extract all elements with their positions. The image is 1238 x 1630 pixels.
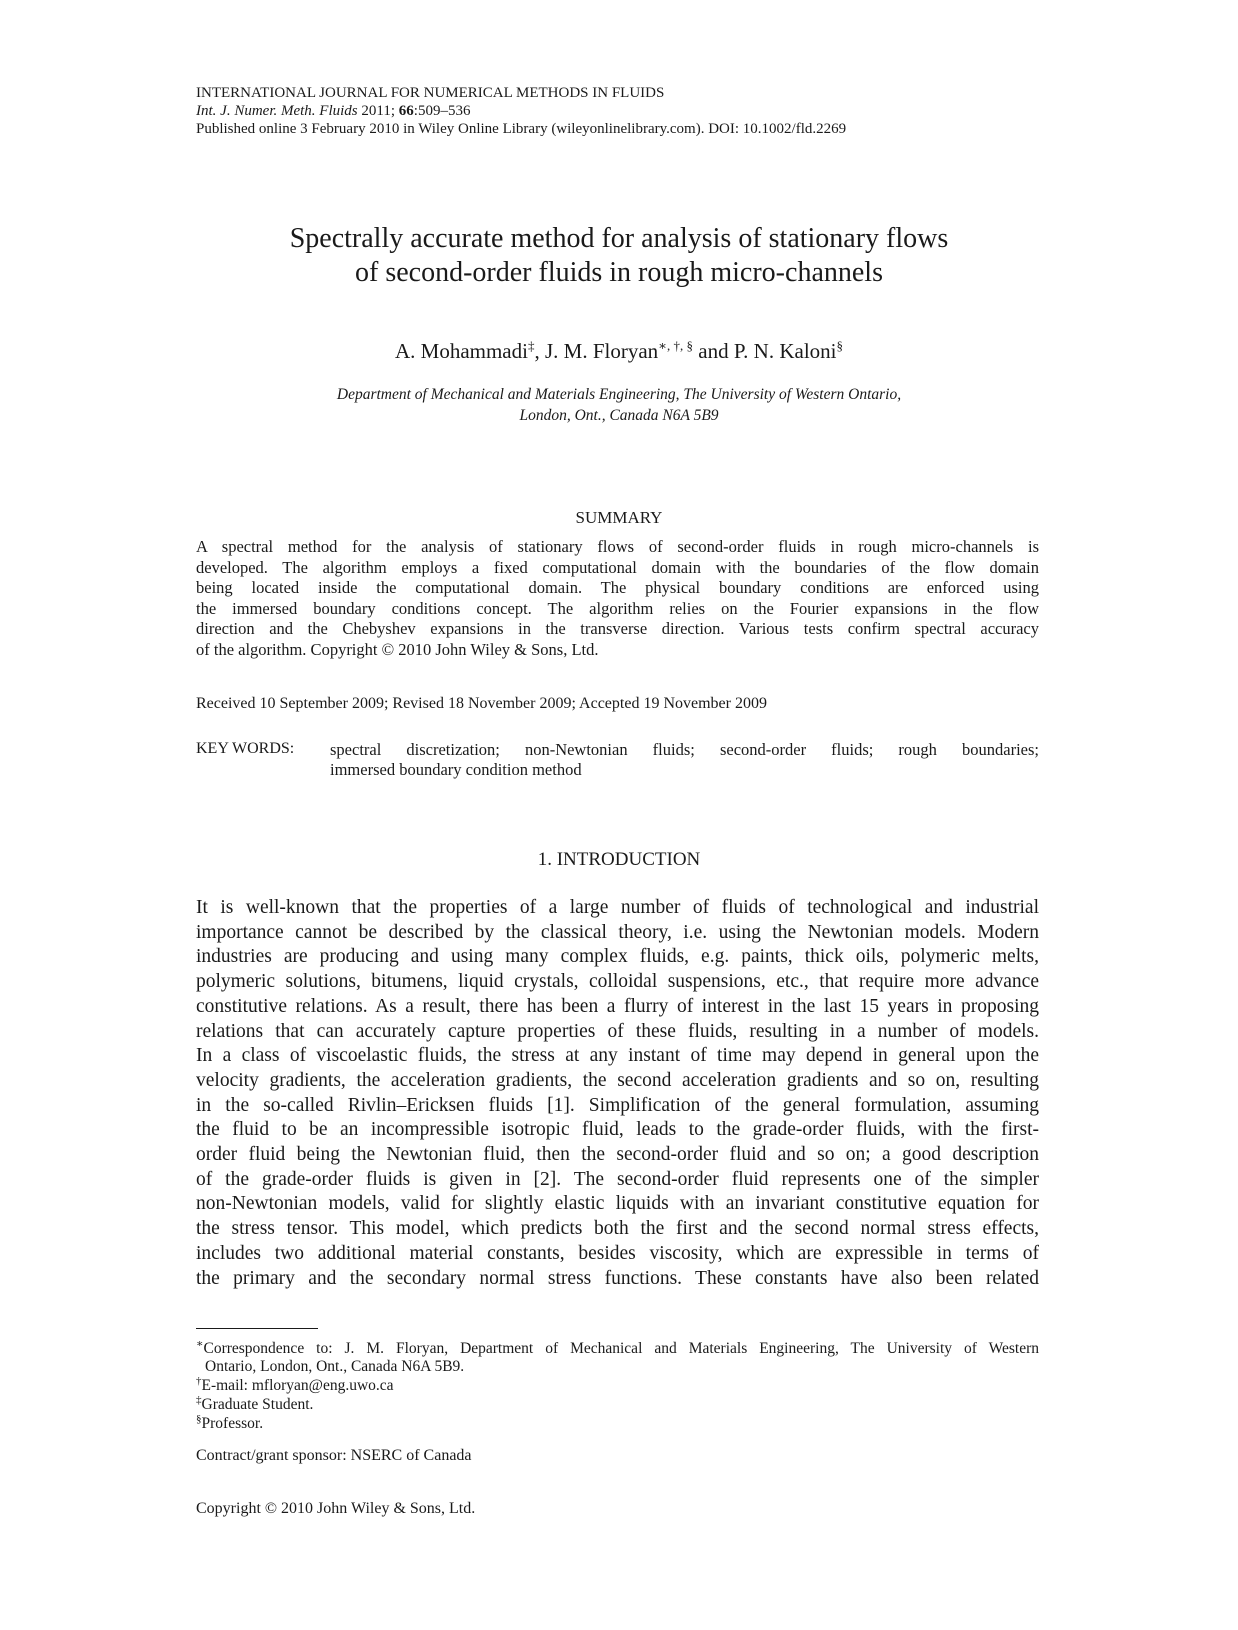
intro-line: It is well-known that the properties of a large number of fluids of technological and industrial [196,897,1039,918]
intro-line: the fluid to be an incompressible isotropic fluid, leads to the grade-order fluids, with the first- [196,1119,1039,1141]
footnote-correspondence [196,1335,1039,1376]
intro-line: non-Newtonian models, valid for slightly elastic liquids with an invariant constitutive equation for [196,1193,1039,1215]
intro-line: constitutive relations. As a result, there has been a flurry of interest in the last 15 years in proposing [196,995,1039,1017]
author-2-mark: ∗, †, § [658,338,693,353]
intro-line: relations that can accurately capture properties of these fluids, resulting in a number of models. [196,1020,1039,1042]
summary-line: the immersed boundary conditions concept. The algorithm relies on the Fourier expansions in the flow [196,598,1039,618]
copyright-notice: Copyright © 2010 John Wiley & Sons, Ltd. [196,1500,476,1517]
grant-sponsor: Contract/grant sponsor: NSERC of Canada [196,1447,472,1464]
footnote-3-text: Graduate Student. [201,1396,314,1414]
affiliation-line-1: Department of Mechanical and Materials Engineering, The University of Western Ontario, [336,386,902,403]
author-1: A. Mohammadi [394,339,528,363]
intro-line: order fluid being the Newtonian fluid, then the second-order fluid and so on; a good description [196,1144,1039,1166]
keywords-label: KEY WORDS: [196,740,295,757]
title-line-1: Spectrally accurate method for analysis of stationary flows [289,223,949,254]
summary-line: of the algorithm. Copyright © 2010 John Wiley & Sons, Ltd. [196,639,599,659]
footnote-1-mark: ∗ [196,1338,204,1350]
author-list [196,338,1042,364]
paper-title [196,222,1042,290]
footnote-1-line-1: Correspondence to: J. M. Floryan, Department of Mechanical and Materials Engineering, The University of Western [203,1340,1039,1358]
affiliation-line-2: London, Ont., Canada N6A 5B9 [519,407,719,424]
footnote-3-mark: ‡ [196,1394,202,1406]
intro-line: of the grade-order fluids is given in [2]. The second-order fluid represents one of the simpler [196,1168,1039,1190]
author-2: J. M. Floryan [544,339,659,363]
summary-heading: SUMMARY [575,508,663,527]
author-separator-2: and [693,339,734,363]
intro-line: the stress tensor. This model, which predicts both the first and the second normal stress effects, [196,1218,1039,1240]
journal-header [196,84,846,138]
journal-citation [196,102,846,120]
summary-line: developed. The algorithm employs a fixed computational domain with the boundaries of the flow domain [196,557,1039,577]
footnote-1-line-2: Ontario, London, Ont., Canada N6A 5B9. [205,1358,465,1376]
author-separator-1: , [534,339,545,363]
intro-line: in the so-called Rivlin–Ericksen fluids [1]. Simplification of the general formulation, assuming [196,1094,1039,1116]
citation-volume: 66 [398,103,414,119]
footnote-4-mark: § [196,1413,202,1425]
footnote-professor [196,1410,1039,1433]
summary-text [196,537,1039,660]
footnote-4-text: Professor. [201,1415,264,1433]
summary-line: direction and the Chebyshev expansions in the transverse direction. Various tests confirm spectral accuracy [196,619,1039,638]
introduction-text [196,896,1039,1291]
citation-pages: :509–536 [413,103,471,119]
summary-line: being located inside the computational domain. The physical boundary conditions are enforced using [196,578,1039,597]
introduction-heading: 1. INTRODUCTION [537,849,701,870]
journal-name: INTERNATIONAL JOURNAL FOR NUMERICAL METHODS IN FLUIDS [196,85,665,101]
intro-line: industries are producing and using many complex fluids, e.g. paints, thick oils, polymeric melts, [196,946,1039,968]
intro-line: the primary and the secondary normal stress functions. These constants have also been related [196,1267,1039,1289]
intro-line: includes two additional material constants, besides viscosity, which are expressible in terms of [196,1242,1039,1264]
affiliation [196,384,1042,426]
author-1-mark: ‡ [527,338,535,353]
author-3-mark: § [836,338,844,353]
summary-line: A spectral method for the analysis of stationary flows of second-order fluids in rough micro-channels is [196,537,1039,556]
intro-line: In a class of viscoelastic fluids, the stress at any instant of time may depend in general upon the [196,1045,1039,1067]
intro-line: velocity gradients, the acceleration gradients, the second acceleration gradients and so on, resulting [196,1069,1039,1091]
footnote-2-text: E-mail: mfloryan@eng.uwo.ca [201,1377,394,1395]
footnote-divider [196,1328,318,1329]
keywords-text [330,740,1039,780]
intro-line: polymeric solutions, bitumens, liquid crystals, colloidal suspensions, etc., that require more advance [196,971,1039,993]
publication-info: Published online 3 February 2010 in Wiley Online Library (wileyonlinelibrary.com). DOI: 10.1002/fld.2269 [196,121,847,137]
author-3: P. N. Kaloni [733,339,837,363]
footnote-2-mark: † [196,1375,202,1387]
received-dates: Received 10 September 2009; Revised 18 November 2009; Accepted 19 November 2009 [196,695,767,712]
citation-year: 2011; [361,103,396,119]
citation-journal: Int. J. Numer. Meth. Fluids [196,103,358,119]
keywords-line-1: spectral discretization; non-Newtonian fluids; second-order fluids; rough boundaries; [330,740,1039,759]
title-line-2: of second-order fluids in rough micro-channels [355,257,883,288]
keywords-line-2: immersed boundary condition method [330,760,582,779]
intro-line: importance cannot be described by the classical theory, i.e. using the Newtonian models. Modern [196,921,1039,943]
